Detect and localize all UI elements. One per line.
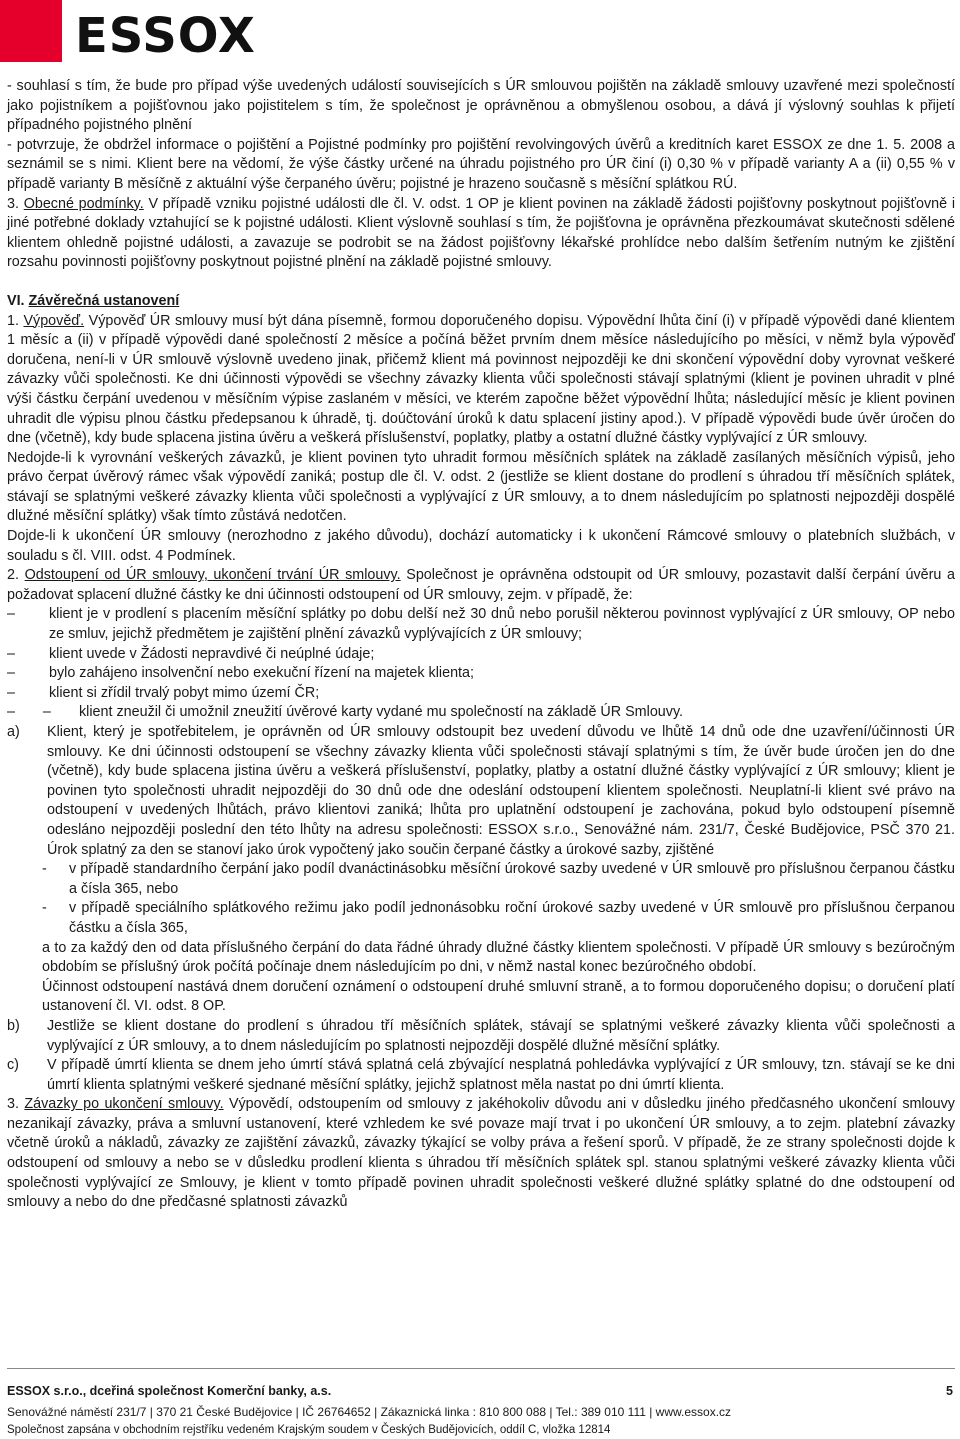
chapter-title: Závěrečná ustanovení: [28, 292, 180, 309]
clause-b: b) Jestliže se klient dostane do prodlení s úhradou tří měsíčních splátek, stávají se splatnými veškeré závazky klienta vůči společnosti a vyplývající z ÚR smlouvy, a to dnem následujícím po splatnosti nejpozději dospělé dlužné měsíční splátky.: [7, 1017, 955, 1054]
logo-text: ESSOX: [75, 8, 256, 64]
clause-number: 3.: [7, 1096, 19, 1113]
footer-registry: Společnost zapsána v obchodním rejstříku vedeném Krajským soudem v Českých Budějovicích, oddíl C, vložka 12814: [7, 1424, 611, 1436]
clause-text: Výpověď ÚR smlouvy musí být dána písemně, formou doporučeného dopisu. Výpovědní lhůta činí (i) v případě výpovědi dané klientem 1 měsíc a (ii) v případě výpovědi dané společností 2 měsíce a počíná běžet prvním dnem měsíce následujícího po měsíci, v němž byla výpověď doručena, není-li v ÚR smlouvě výslovně uvedeno jinak, přičemž klient má povinnost nejpozději ke dni skončení výpovědní doby vyrovnat veškeré závazky vůči společnosti. Ke dni účinnosti výpovědi se všechny závazky klienta vůči společnosti stávají splatnými (klient je povinen uhradit v plné výši částku čerpání uvedenou v měsíčním výpise zaslaném v měsíci, ve kterém započne běžet výpovědní lhůta; následující měsíc je klient povinen uhradit dle výpisu plnou částku předepsanou k úhradě, tj. doúčtování úroků k datu splacení jistiny apod.). V případě výpovědi bude úvěr úročen do dne (včetně), kdy bude splacena jistina úvěru a veškerá příslušenství, poplatky, platby a ostatní dlužné částky vyplývající z ÚR smlouvy.: [7, 312, 955, 447]
clause-a: a) Klient, který je spotřebitelem, je oprávněn od ÚR smlouvy odstoupit bez uvedení důvodu ve lhůtě 14 dnů ode dne uzavření/účinnosti ÚR smlouvy. Ke dni účinnosti odstoupení se všechny závazky klienta vůči společnosti stávají splatnými s tím, že úvěr bude úročen jen do dne (včetně), kdy bude splacena jistina úvěru a veškerá příslušenství, poplatky, platby a ostatní dlužné částky vyplývající z ÚR smlouvy; klient je povinen tyto společnosti uhradit nejpozději do 30 dnů ode dne odeslání odstoupení klientem společnosti. Neuplatní-li klient své právo na odstoupení v uvedených lhůtách, právo klientovi zaniká; lhůta pro uplatnění odstoupení je zachována, pokud bylo odstoupení písemně odesláno nejpozději poslední den této lhůty na adresu společnosti: ESSOX s.r.o., Senovážné nám. 231/7, České Budějovice, PSČ 370 21. Úrok splatný za den se stanoví jako úrok vypočtený jako součin čerpané částky a úrokové sazby, zjištěné: [7, 724, 955, 858]
clause-c: c) V případě úmrtí klienta se dnem jeho úmrtí stává splatná celá zbývající nesplatná pohledávka vyplývající z ÚR smlouvy, tzn. stávají se ke dni úmrtí klienta splatnými veškeré sjednané měsíční splátky, jejichž splatnost měla nastat po dni úmrtí klienta.: [7, 1057, 955, 1093]
paragraph-framework-end: Dojde-li k ukončení ÚR smlouvy (nerozhodno z jakého důvodu), dochází automaticky i k ukončení Rámcové smlouvy o platebních službách, v souladu s čl. VIII. odst. 4 Podmínek.: [7, 528, 955, 564]
page-footer: [7, 1368, 955, 1439]
chapter-heading: [7, 292, 955, 312]
list-item: – klient si zřídil trvalý pobyt mimo území ČR;: [7, 684, 320, 701]
clause-withdrawal: [7, 566, 955, 605]
list-item: – klient uvede v Žádosti nepravdivé či neúplné údaje;: [7, 645, 375, 662]
section-number: 3.: [7, 195, 19, 212]
sub-item: - v případě standardního čerpání jako podíl dvanáctinásobku měsíční úrokové sazby uvedené v ÚR smlouvě pro příslušnou čerpanou částku a čísla 365, nebo: [42, 861, 955, 897]
paragraph-confirmation: - potvrzuje, že obdržel informace o pojištění a Pojistné podmínky pro pojištění revolvingových úvěrů a kreditních karet ESSOX ze dne 1. 5. 2008 a seznámil se s nimi. Klient bere na vědomí, že výše částky určené na úhradu pojistného pro ÚR činí (i) 0,30 % v případě varianty A a (ii) 0,55 % v případě varianty B měsíčně z aktuální výše čerpaného úvěru; pojistné je hrazeno současně s měsíční splátkou RÚ.: [7, 136, 955, 192]
list-item: – bylo zahájeno insolvenční nebo exekuční řízení na majetek klienta;: [7, 665, 474, 682]
section-title: Obecné podmínky.: [23, 195, 144, 212]
clause-title: Závazky po ukončení smlouvy.: [24, 1096, 224, 1113]
document-body: [7, 77, 955, 1213]
paragraph-settlement: Nedojde-li k vyrovnání veškerých závazků, je klient povinen tyto uhradit formou měsíčních splátek na základě zasílaných měsíčních výpisů, jeho právo čerpat úvěrový rámec však výpovědí zaniká; postup dle čl. V. odst. 2 (jestliže se klient dostane do prodlení s úhradou tří měsíčních splátek, stávají se splatnými veškeré závazky klienta vůči společnosti a vyplývající z ÚR smlouvy, a to dnem následujícím po splatnosti nejpozději dospělé dlužné měsíční splátky) však tímto zůstává nedotčen.: [7, 449, 955, 525]
footer-divider: [7, 1368, 955, 1369]
clause-obligations: [7, 1095, 955, 1213]
paragraph-consent: - souhlasí s tím, že bude pro případ výše uvedených událostí souvisejících s ÚR smlouvou pojištěn na základě smlouvy uzavřené mezi společností jako pojistníkem a pojišťovnou jako pojistitelem s tím, že společnost je oprávněnou a obmyšlenou osobou, a dává jí výslovný souhlas k přijetí případného pojistného plnění: [7, 78, 955, 134]
clause-text: Společnost je oprávněna odstoupit od ÚR smlouvy, pozastavit další čerpání úvěru a požadovat splacení dlužné částky ke dni účinnosti odstoupení od ÚR smlouvy, zejm. v případě, že:: [7, 567, 955, 603]
footer-address: Senovážné náměstí 231/7 | 370 21 České Budějovice | IČ 26764652 | Zákaznická linka : 810 800 088 | Tel.: 389 010 111 | www.essox.cz: [7, 1405, 732, 1419]
chapter-number: VI.: [7, 292, 25, 309]
page-header: [0, 0, 960, 75]
logo-mark: [0, 0, 62, 62]
clause-termination: [7, 312, 955, 449]
clause-a-continued: a to za každý den od data příslušného čerpání do data řádné úhrady dlužné částky klientem společnosti. V případě ÚR smlouvy s bezúročným obdobím se příslušný úrok počítá počínaje dnem následujícím po dni, v němž nastal konec bezúročného období.: [42, 939, 955, 976]
list-item: – – klient zneužil či umožnil zneužití úvěrové karty vydané mu společností na základě ÚR Smlouvy.: [7, 704, 684, 721]
clause-number: 2.: [7, 567, 19, 584]
clause-title: Výpověď.: [23, 312, 85, 329]
footer-company: ESSOX s.r.o., dceřiná společnost Komerční banky, a.s.: [7, 1384, 332, 1398]
clause-number: 1.: [7, 312, 19, 329]
clause-a-effect: Účinnost odstoupení nastává dnem doručení oznámení o odstoupení druhé smluvní straně, a to formou doporučeného dopisu; o doručení platí ustanovení čl. VI. odst. 8 OP.: [42, 978, 955, 1015]
page-number: 5: [946, 1384, 953, 1398]
sub-item: - v případě speciálního splátkového režimu jako podíl jednonásobku roční úrokové sazby uvedené v ÚR smlouvě pro příslušnou čerpanou částku a čísla 365,: [42, 900, 955, 936]
list-item: – klient je v prodlení s placením měsíční splátky po dobu delší než 30 dnů nebo porušil některou povinnost vyplývající z ÚR smlouvy, OP nebo ze smluv, jejichž předmětem je zajištění plnění závazků vyplývajících z ÚR smlouvy;: [7, 606, 955, 643]
section-text: V případě vzniku pojistné události dle čl. V. odst. 1 OP je klient povinen na základě žádosti pojišťovny poskytnout pojišťovně i jiné potřebné doklady vztahující se k pojistné události. Klient výslovně souhlasí s tím, že pojišťovna je oprávněna přezkoumávat skutečnosti sdělené klientem ohledně pojistné události, a zavazuje se podrobit se na žádost pojišťovny lékařské prohlídce nebo dalším šetřením nutným ke zjištění rozsahu povinnosti pojišťovny poskytnout pojistné plnění na základě pojistné smlouvy.: [7, 195, 955, 271]
clause-text: Výpovědí, odstoupením od smlouvy z jakéhokoliv důvodu ani v důsledku jiného předčasného ukončení smlouvy nezanikají závazky, práva a smluvní ustanovení, které vzhledem ke své povaze mají trvat i po ukončení ÚR smlouvy, a to zejm. platební závazky včetně úroků a nákladů, závazky ze zajištění závazků, závazky týkající se volby práva a řešení sporů. V případě, že ze strany společnosti dojde k odstoupení od smlouvy a nebo se v důsledku prodlení klienta s úhradou tří měsíčních splátek spl. stanou splatnými veškeré závazky klienta vůči společnosti vyplývající ze Smlouvy, je klient v tomto případě povinen uhradit společnosti veškeré dlužné splátky splatné do dne odstoupení od smlouvy a nebo do dne předčasné splatnosti závazků: [7, 1096, 955, 1211]
section-general-conditions: [7, 195, 955, 273]
clause-title: Odstoupení od ÚR smlouvy, ukončení trvání ÚR smlouvy.: [24, 567, 401, 584]
